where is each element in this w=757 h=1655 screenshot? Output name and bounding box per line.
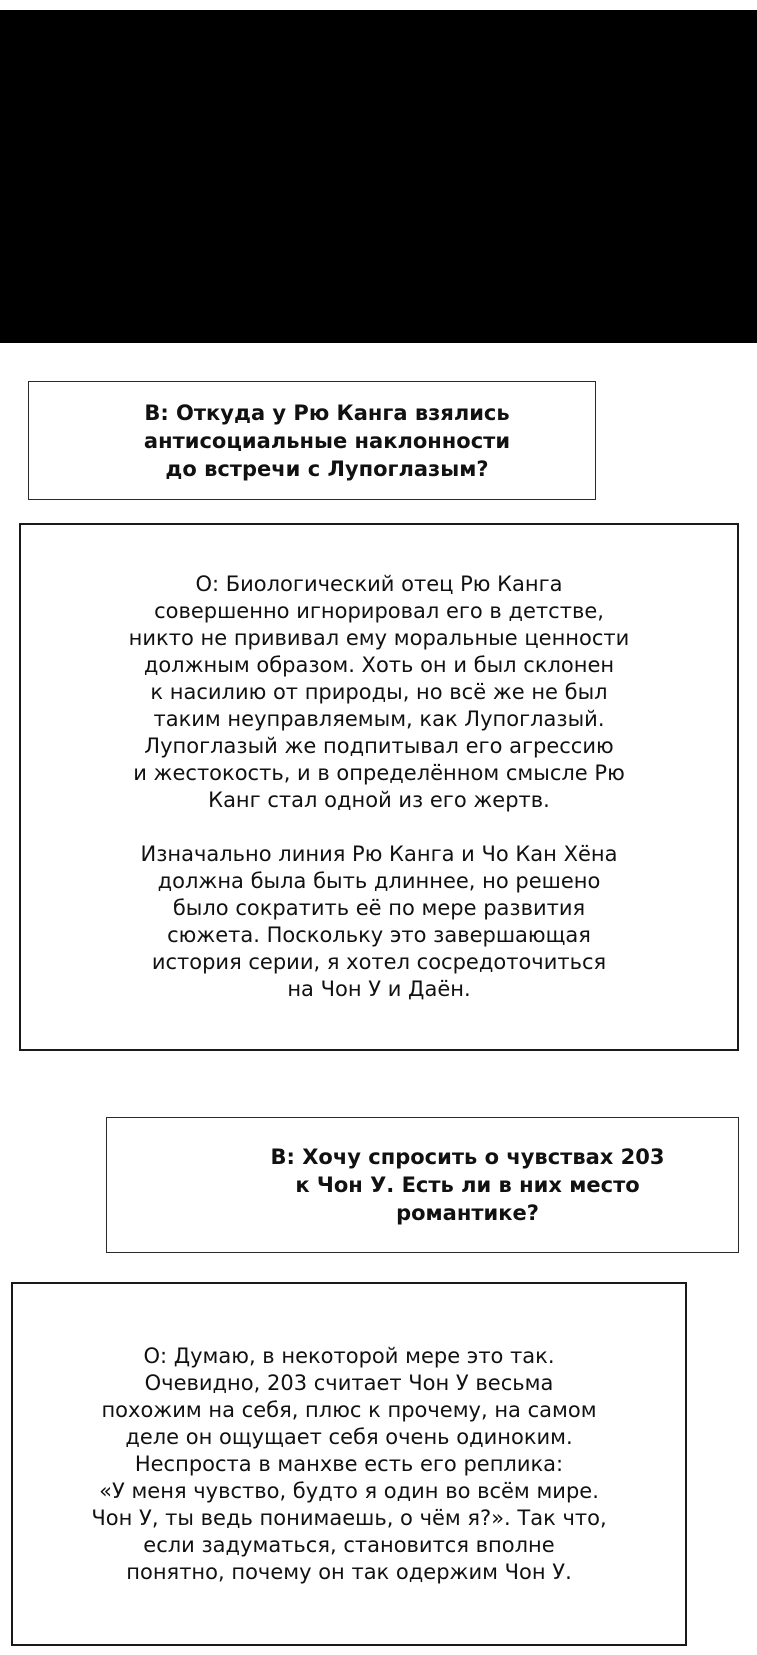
answer-1-line: сюжета. Поскольку это завершающая <box>167 923 591 947</box>
black-panel <box>0 10 757 343</box>
answer-2-line: похожим на себя, плюс к прочему, на самом <box>101 1397 597 1422</box>
answer-1-line: Канг стал одной из его жертв. <box>208 788 550 812</box>
question-2-text <box>271 1143 665 1227</box>
answer-2-text <box>91 1343 606 1586</box>
answer-2-line: понятно, почему он так одержим Чон У. <box>126 1559 572 1584</box>
answer-2-line: Чон У, ты ведь понимаешь, о чём я?». Так что, <box>91 1505 607 1530</box>
answer-1-text <box>129 571 630 1003</box>
question-1-line: В: Откуда у Рю Канга взялись <box>144 400 510 425</box>
question-2-line: к Чон У. Есть ли в них место <box>295 1173 640 1197</box>
answer-box-1 <box>19 523 739 1051</box>
answer-1-line: Лупоглазый же подпитывал его агрессию <box>144 734 614 758</box>
question-box-2 <box>106 1117 739 1253</box>
answer-1-line: Изначально линия Рю Канга и Чо Кан Хёна <box>140 842 618 866</box>
answer-1-line: никто не прививал ему моральные ценности <box>128 626 630 650</box>
answer-2-line: О: Думаю, в некоторой мере это так. <box>143 1343 555 1368</box>
question-2-line: романтике? <box>396 1201 539 1225</box>
question-2-line: В: Хочу спросить о чувствах 203 <box>270 1145 665 1169</box>
answer-1-line: совершенно игнорировал его в детстве, <box>154 599 604 623</box>
answer-2-line: Неспроста в манхве есть его реплика: <box>134 1451 564 1476</box>
answer-1-line: О: Биологический отец Рю Канга <box>195 572 563 596</box>
question-box-1 <box>28 381 596 500</box>
answer-1-line: и жестокость, и в определённом смысле Рю <box>133 761 625 785</box>
answer-1-line: на Чон У и Даён. <box>287 977 471 1001</box>
answer-1-line: должна была быть длиннее, но решено <box>157 869 601 893</box>
answer-1-line: было сократить её по мере развития <box>172 896 586 920</box>
answer-2-line: деле он ощущает себя очень одиноким. <box>125 1424 573 1449</box>
answer-box-2 <box>11 1282 687 1646</box>
answer-2-line: «У меня чувство, будто я один во всём мире. <box>99 1478 599 1503</box>
question-1-line: до встречи с Лупоглазым? <box>165 456 489 481</box>
paragraph-gap <box>129 814 630 841</box>
answer-1-line: история серии, я хотел сосредоточиться <box>151 950 607 974</box>
question-1-text <box>144 399 510 483</box>
answer-1-line: должным образом. Хоть он и был склонен <box>143 653 615 677</box>
answer-1-line: таким неуправляемым, как Лупоглазый. <box>153 707 605 731</box>
answer-1-line: к насилию от природы, но всё же не был <box>150 680 608 704</box>
question-1-line: антисоциальные наклонности <box>143 428 511 453</box>
answer-2-line: Очевидно, 203 считает Чон У весьма <box>144 1370 554 1395</box>
answer-2-line: если задуматься, становится вполне <box>143 1532 555 1557</box>
